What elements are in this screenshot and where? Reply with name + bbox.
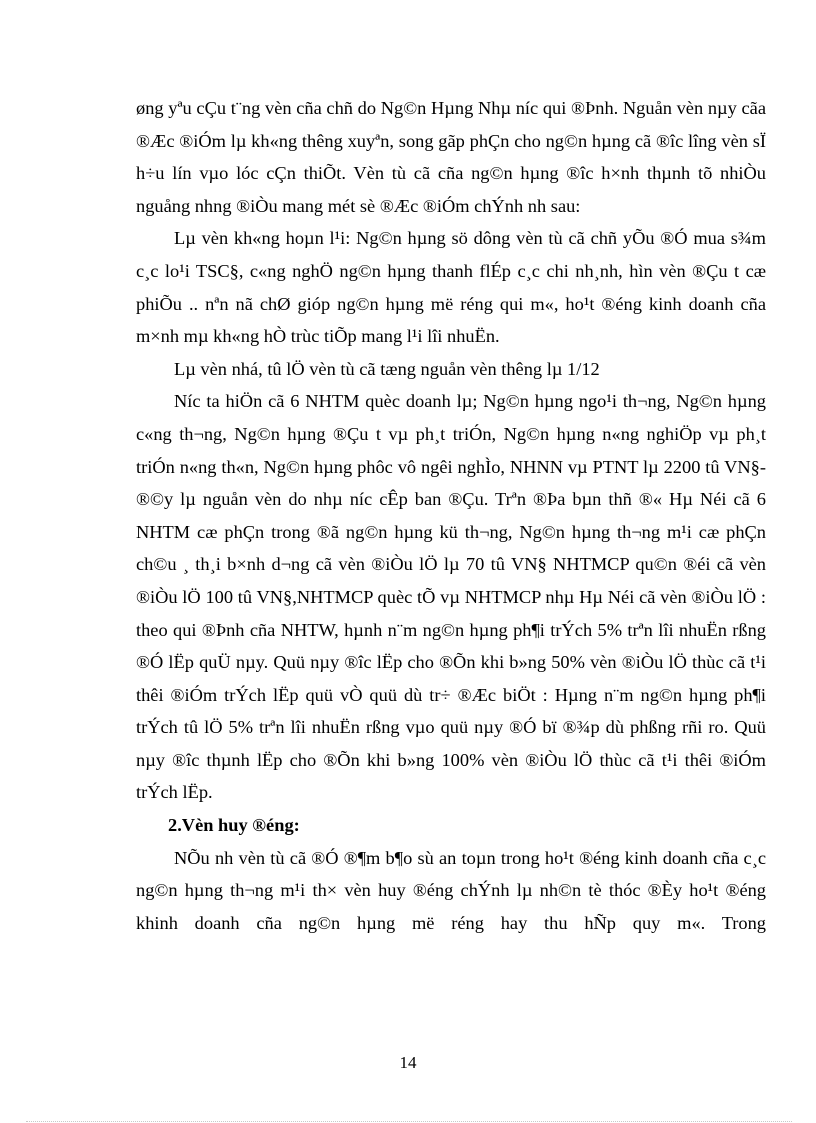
paragraph-small-capital: Lµ vèn nhá, tû lÖ vèn tù cã tæng nguån vèn thêng lµ 1/12	[174, 358, 600, 379]
page-bottom-divider	[26, 1121, 792, 1122]
section-heading: 2.Vèn huy ®éng:	[168, 815, 300, 836]
page-number: 14	[399, 1053, 417, 1072]
paragraph-mobilized-capital: NÕu nh vèn tù cã ®Ó ®¶m b¶o sù an toµn trong ho¹t ®éng kinh doanh cña c¸c ng©n hµng th¬ng m¹i th× vèn huy ®éng chÝnh lµ nh©n tè thóc ®Èy ho¹t ®éng khinh doanh cña ng©n hµng më réng hay thu hÑp quy m«. Trong	[136, 847, 766, 933]
paragraph-continuation: øng yªu cÇu t¨ng vèn cña chñ do Ng©n Hµng Nhµ níc qui ®Þnh. Nguån vèn nµy cãa ®Æc ®iÓm lµ kh«ng thêng xuyªn, song gãp phÇn cho ng©n hµng cã ®îc lîng vèn sÏ h÷u lín vµo lóc cÇn thiÕt. Vèn tù cã cña ng©n hµng ®îc h×nh thµnh tõ nhiÒu nguång nhng ®iÒu mang mét sè ®Æc ®iÓm chÝnh nh sau:	[136, 98, 766, 216]
paragraph-state-banks: Níc ta hiÖn cã 6 NHTM quèc doanh lµ; Ng©n hµng ngo¹i th¬ng, Ng©n hµng c«ng th¬ng, Ng©n hµng ®Çu t vµ ph¸t triÓn, Ng©n hµng n«ng nghiÖp vµ ph¸t triÓn n«ng th«n, Ng©n hµng phôc vô ngêi nghÌo, NHNN vµ PTNT lµ 2200 tû VN§- ®©y lµ nguån vèn do nhµ níc cÊp ban ®Çu. Trªn ®Þa bµn thñ ®« Hµ Néi cã 6 NHTM cæ phÇn trong ®ã ng©n hµng kü th¬ng, Ng©n hµng th¬ng m¹i cæ phÇn ch©u ¸ th¸i b×nh d¬ng cã vèn ®iÒu lÖ lµ 70 tû VN§ NHTMCP qu©n ®éi cã vèn ®iÒu lÖ 100 tû VN§,NHTMCP quèc tÕ vµ NHTMCP nhµ Hµ Néi cã vèn ®iÒu lÖ : theo qui ®Þnh cña NHTW, hµnh n¨m ng©n hµng ph¶i trÝch 5% trªn lîi nhuËn rßng ®Ó lËp quÜ nµy. Quü nµy ®îc lËp cho ®Õn khi b»ng 50% vèn ®iÒu lÖ thùc cã t¹i thêi ®iÓm trÝch lËp quü vÒ quü dù tr÷ ®Æc biÖt : Hµng n¨m ng©n hµng ph¶i trÝch tû lÖ 5% trªn lîi nhuËn rßng vµo quü nµy ®Ó bï ®¾p dù phßng rñi ro. Quü nµy ®îc thµnh lËp cho ®Õn khi b»ng 100% vèn ®iÒu lÖ thùc cã t¹i thêi ®iÓm trÝch lËp.	[136, 391, 766, 803]
body-text	[136, 92, 766, 939]
paragraph-non-refundable-capital: Lµ vèn kh«ng hoµn l¹i: Ng©n hµng sö dông vèn tù cã chñ yÕu ®Ó mua s¾m c¸c lo¹i TSC§, c«ng nghÖ ng©n hµng thanh flÉp c¸c chi nh¸nh, hìn vèn ®Çu t cæ phiÕu .. nªn nã chØ gióp ng©n hµng më réng qui m«, ho¹t ®éng kinh doanh cña m×nh mµ kh«ng hÒ trùc tiÕp mang l¹i lîi nhuËn.	[136, 228, 766, 347]
